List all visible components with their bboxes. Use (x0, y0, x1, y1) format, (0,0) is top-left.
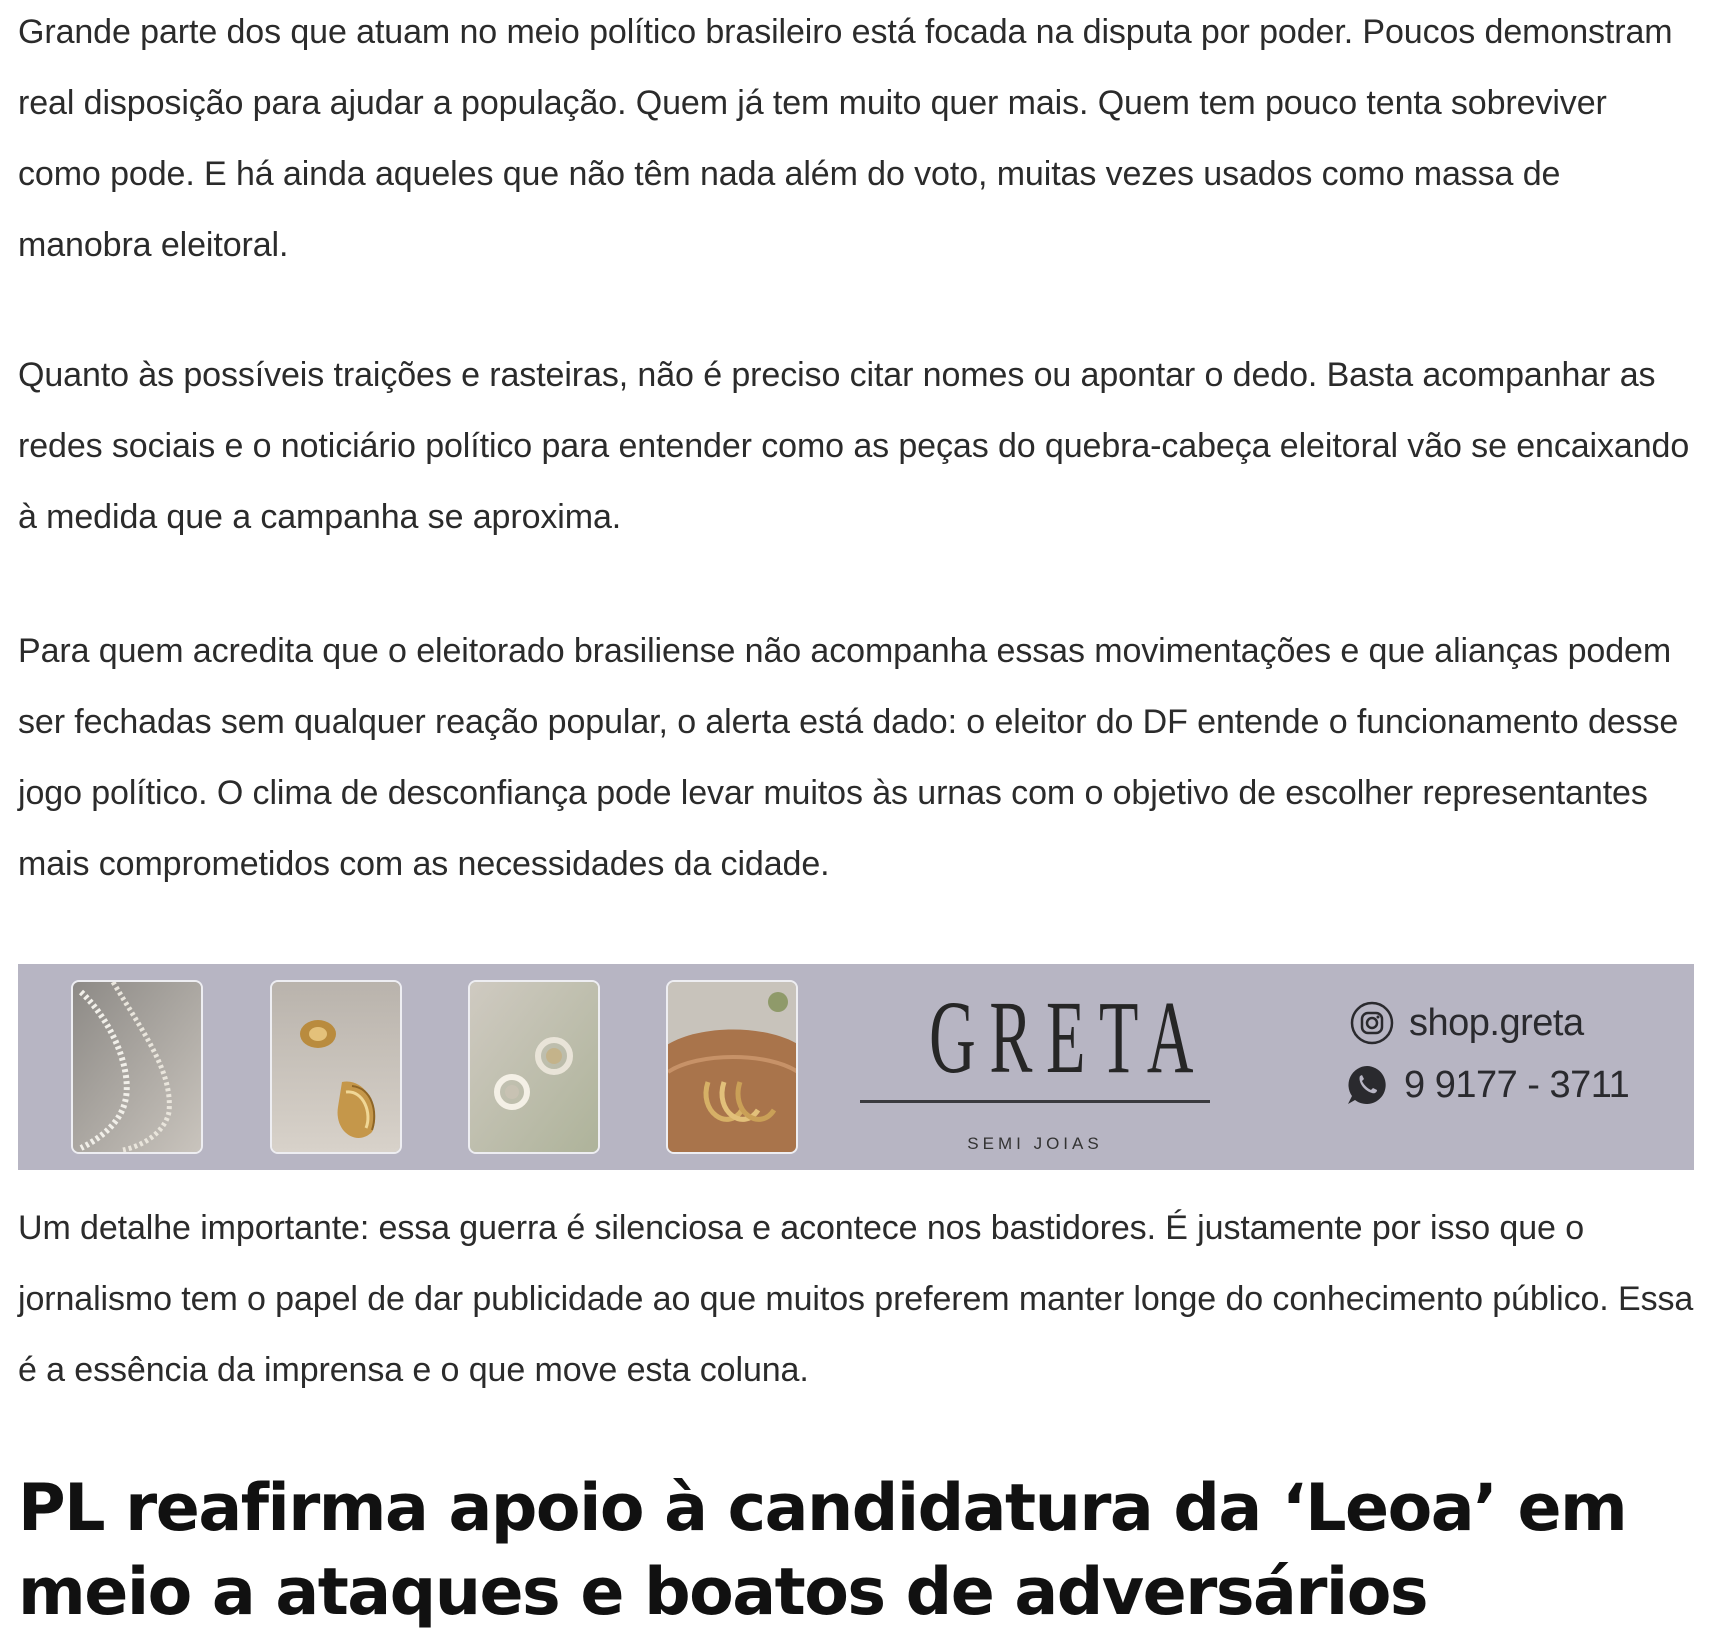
whatsapp-number: 9 9177 - 3711 (1404, 1063, 1630, 1106)
article-paragraph-1: Grande parte dos que atuam no meio político brasileiro está focada na disputa por poder. Poucos demonstram real disposição para ajudar a população. Quem já tem muito quer mais. Quem tem pouco tenta sobreviver como pode. E há ainda aqueles que não têm nada além do voto, muitas vezes usados como massa de manobra eleitoral. (18, 13, 1673, 264)
next-article-headline[interactable]: PL reafirma apoio à candidatura da ‘Leoa’ em meio a ataques e boatos de adversários (18, 1471, 1627, 1630)
necklace-photo (71, 980, 203, 1154)
greta-ad-banner[interactable] (18, 964, 1694, 1170)
article-paragraph-2: Quanto às possíveis traições e rasteiras, não é preciso citar nomes ou apontar o dedo. Basta acompanhar as redes sociais e o noticiário político para entender como as peças do quebra-cabeça eleitoral vão se encaixando à medida que a campanha se aproxima. (18, 356, 1690, 536)
article-paragraph-3: Para quem acredita que o eleitorado brasiliense não acompanha essas movimentações e que alianças podem ser fechadas sem qualquer reação popular, o alerta está dado: o eleitor do DF entende o funcionamento desse jogo político. O clima de desconfiança pode levar muitos às urnas com o objetivo de escolher representantes mais comprometidos com as necessidades da cidade. (18, 632, 1679, 883)
whatsapp-contact[interactable] (1344, 1062, 1629, 1108)
brand-logo: GRETA (929, 980, 1208, 1095)
brand-divider (860, 1100, 1210, 1103)
ring-earrings-photo (468, 980, 600, 1154)
instagram-icon (1349, 1000, 1395, 1046)
article-paragraph-4: Um detalhe importante: essa guerra é silenciosa e acontece nos bastidores. É justamente por isso que o jornalismo tem o papel de dar publicidade ao que muitos preferem manter longe do conhecimento público. Essa é a essência da imprensa e o que move esta coluna. (18, 1209, 1694, 1389)
whatsapp-icon (1344, 1062, 1390, 1108)
instagram-contact[interactable] (1349, 1000, 1584, 1046)
brand-subtitle: SEMI JOIAS (967, 1134, 1103, 1153)
instagram-handle: shop.greta (1409, 1001, 1584, 1044)
hoop-earrings-photo (666, 980, 798, 1154)
gold-earrings-photo (270, 980, 402, 1154)
